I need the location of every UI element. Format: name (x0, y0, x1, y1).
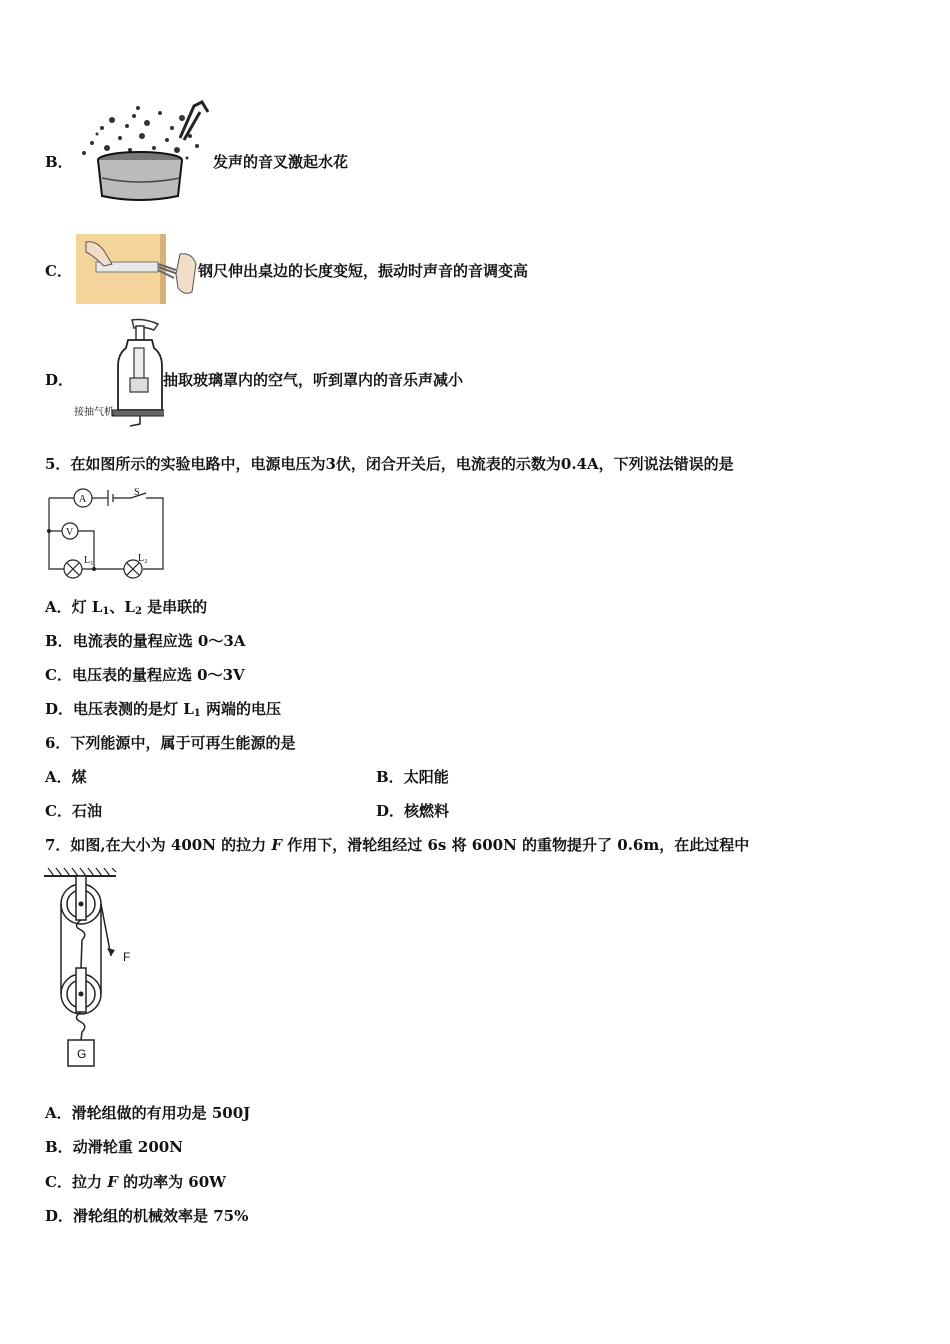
q4-option-b-label: B． (45, 153, 73, 171)
option-text: 电流表的量程应选 0～3A (72, 632, 246, 650)
option-label: C． (45, 666, 72, 684)
q6-stem: 6．下列能源中，属于可再生能源的是 (45, 734, 296, 752)
q5-stem: 5．在如图所示的实验电路中，电源电压为3伏，闭合开关后，电流表的示数为0.4A，下列说法错误的是 (45, 455, 734, 473)
option-label: A． (45, 598, 72, 616)
bell-jar-caption: 接抽气机 (74, 407, 114, 418)
option-label: A． (45, 1104, 72, 1122)
option-text: 拉力 (71, 1173, 108, 1191)
circuit-voltmeter-label: V (66, 527, 74, 538)
pulley-force-label: F (123, 950, 131, 964)
q6-option-a (45, 767, 87, 787)
steel-ruler-figure (76, 234, 198, 304)
bell-jar-figure (74, 318, 164, 428)
option-text: 动滑轮重 200N (72, 1138, 183, 1156)
q6-option-c (45, 801, 102, 821)
option-text: 是串联的 (141, 598, 208, 616)
option-label: A． (45, 768, 72, 786)
q7-stem (45, 835, 749, 855)
tuning-fork-water-figure (72, 98, 212, 204)
option-text: 核燃料 (404, 802, 450, 820)
option-text: 滑轮组做的有用功是 500J (71, 1104, 251, 1122)
q6-option-d (376, 801, 449, 821)
subscript: 1 (193, 708, 201, 719)
option-label: B． (45, 632, 73, 650)
q4-option-b-text: 发声的音叉激起水花 (213, 153, 349, 171)
q7-option-c (45, 1172, 226, 1192)
circuit-lamp1-label: L₁ (84, 555, 94, 566)
stem-text: 作用下，滑轮组经过 6s 将 600N 的重物提升了 0.6m，在此过程中 (282, 836, 750, 854)
stem-text: 7．如图,在大小为 400N 的拉力 (45, 836, 272, 854)
option-label: B． (376, 768, 404, 786)
option-text: 的功率为 60W (117, 1173, 227, 1191)
option-text: 滑轮组的机械效率是 75% (73, 1207, 249, 1225)
q5-option-a (45, 597, 207, 622)
option-text: 两端的电压 (200, 700, 281, 718)
circuit-ammeter-label: A (79, 494, 87, 505)
q7-option-d (45, 1206, 248, 1226)
pulley-system-figure (44, 868, 140, 1072)
option-label: C． (45, 1173, 72, 1191)
option-text: 灯 L (71, 598, 103, 616)
q4-option-d-label: D． (45, 371, 74, 389)
option-text: 石油 (71, 802, 102, 820)
circuit-lamp2-label: L₂ (138, 553, 148, 564)
pulley-weight-label: G (77, 1047, 87, 1061)
subscript: 1 (102, 606, 110, 617)
q7-option-b (45, 1137, 183, 1157)
circuit-switch-label: S (134, 487, 140, 498)
option-text: 电压表的量程应选 0～3V (71, 666, 245, 684)
option-text: 电压表测的是灯 L (73, 700, 194, 718)
q5-option-b (45, 631, 245, 651)
q4-option-c-text: 钢尺伸出桌边的长度变短，振动时声音的音调变高 (198, 262, 529, 280)
q5-option-d (45, 699, 281, 724)
option-text: 、L (109, 598, 135, 616)
option-text: 太阳能 (403, 768, 449, 786)
option-label: C． (45, 802, 72, 820)
force-variable: F (271, 836, 283, 854)
option-label: D． (45, 700, 74, 718)
option-label: D． (45, 1207, 74, 1225)
q4-option-d-text: 抽取玻璃罩内的空气，听到罩内的音乐声减小 (163, 371, 464, 389)
q5-option-c (45, 665, 245, 685)
q4-option-c-label: C． (45, 262, 72, 280)
q7-option-a (45, 1103, 250, 1123)
option-text: 煤 (71, 768, 87, 786)
q5-circuit-diagram (46, 485, 168, 581)
force-variable: F (107, 1173, 118, 1191)
option-label: B． (45, 1138, 73, 1156)
q6-option-b (376, 767, 449, 787)
option-label: D． (376, 802, 405, 820)
subscript: 2 (134, 606, 142, 617)
